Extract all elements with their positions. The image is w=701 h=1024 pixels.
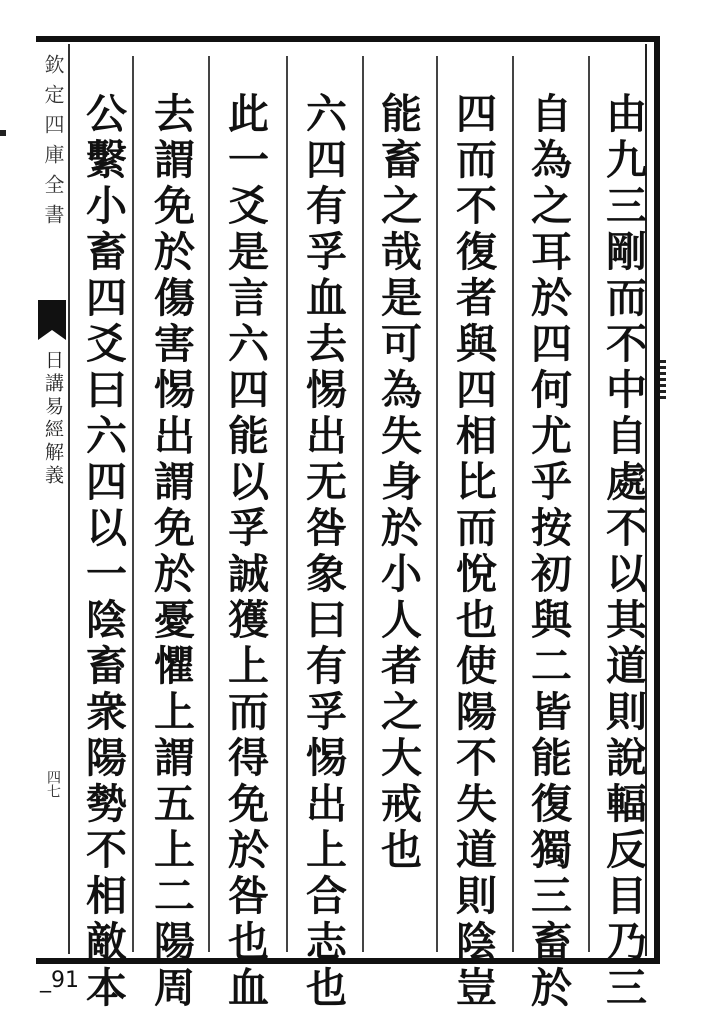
text-column-6: 此一爻是言六四能以孚誠獲上而得免於咎也血: [221, 92, 269, 1012]
column-divider: [286, 56, 288, 952]
fishtail-mark: [38, 300, 66, 340]
column-divider: [208, 56, 210, 952]
text-column-7: 去謂免於傷害惕出謂免於憂懼上謂五上二陽周: [147, 92, 195, 1012]
column-divider: [436, 56, 438, 952]
text-column-3: 四而不復者與四相比而悅也使陽不失道則陰豈: [449, 92, 497, 1012]
text-column-2: 自為之耳於四何尤乎按初與二皆能復獨三畜於: [524, 92, 572, 1012]
scan-mark: [0, 130, 6, 136]
text-column-5: 六四有孚血去惕出无咎象曰有孚惕出上合志也: [299, 92, 347, 1012]
page-frame-top: [36, 36, 660, 42]
chapter-title: 日講易經解義: [42, 350, 64, 488]
text-column-4: 能畜之哉是可為失身於小人者之大戒也: [374, 92, 422, 874]
book-title: 欽定四庫全書: [41, 54, 65, 234]
text-column-1: 由九三剛而不中自處不以其道則說輻反目乃三: [599, 92, 647, 1012]
column-divider: [512, 56, 514, 952]
page-number: _91: [40, 968, 79, 993]
scan-mark-right: [660, 360, 666, 400]
folio-number: 四七: [45, 770, 61, 798]
text-column-8: 公繫小畜四爻曰六四以一陰畜衆陽勢不相敵本: [79, 92, 127, 1012]
column-divider: [362, 56, 364, 952]
